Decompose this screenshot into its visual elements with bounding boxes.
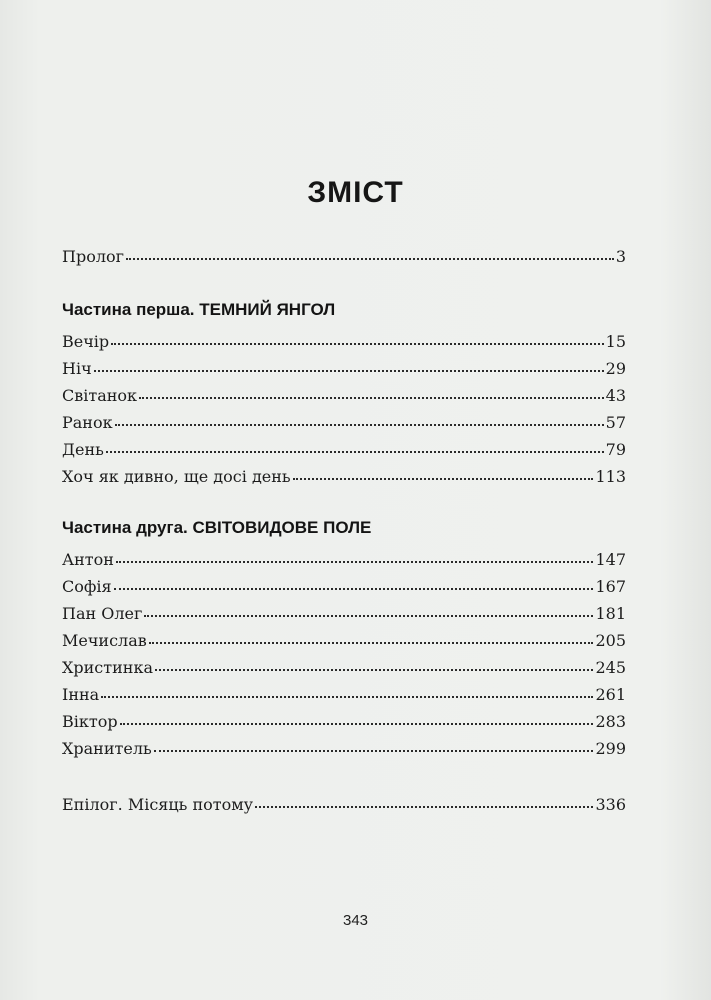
toc-entry-page: 3 bbox=[615, 247, 626, 266]
toc-entry-label: Хранитель bbox=[62, 739, 152, 758]
toc-entry-label: Пан Олег bbox=[62, 604, 143, 623]
part-heading-1 bbox=[62, 295, 626, 325]
toc-entry bbox=[62, 570, 626, 597]
toc-entry bbox=[62, 406, 626, 433]
page-number: 343 bbox=[342, 912, 369, 929]
toc-entry-label: Інна bbox=[62, 685, 100, 704]
dot-leader bbox=[154, 730, 594, 752]
toc-entry-page: 181 bbox=[595, 604, 626, 623]
dot-leader bbox=[155, 649, 593, 671]
toc-entry-label: Епілог. Місяць потому bbox=[62, 795, 254, 814]
toc-entry-label: Софія bbox=[62, 577, 112, 596]
dot-leader bbox=[106, 431, 604, 453]
toc-entry bbox=[62, 352, 626, 379]
toc-entry-page: 336 bbox=[595, 795, 626, 814]
toc-entry-label: Вечір bbox=[62, 332, 110, 351]
part-heading-prefix: Частина перша. bbox=[62, 300, 195, 319]
part-heading-2 bbox=[62, 513, 626, 543]
dot-leader bbox=[94, 350, 604, 372]
toc-entry-page: 57 bbox=[605, 413, 626, 432]
toc-entry bbox=[62, 705, 626, 732]
toc-entry-page: 299 bbox=[595, 739, 626, 758]
toc-entry-page: 79 bbox=[605, 440, 626, 459]
toc-entry bbox=[62, 543, 626, 570]
toc-entry bbox=[62, 597, 626, 624]
toc-entry-page: 147 bbox=[595, 550, 626, 569]
dot-leader bbox=[255, 786, 593, 808]
toc-entry-label: Антон bbox=[62, 550, 114, 569]
toc-entry-page: 15 bbox=[605, 332, 626, 351]
toc-entry-page: 113 bbox=[595, 467, 626, 486]
toc-entry bbox=[62, 678, 626, 705]
toc-entry-label: День bbox=[62, 440, 104, 459]
toc-entry-label: Світанок bbox=[62, 386, 138, 405]
toc-entry-label: Віктор bbox=[62, 712, 118, 731]
dot-leader bbox=[114, 568, 594, 590]
toc-entry-page: 43 bbox=[605, 386, 626, 405]
dot-leader bbox=[139, 377, 604, 399]
dot-leader bbox=[116, 541, 594, 563]
dot-leader bbox=[120, 703, 594, 725]
part-heading-title: ТЕМНИЙ ЯНГОЛ bbox=[199, 300, 336, 319]
toc-entry bbox=[62, 460, 626, 487]
toc-entry bbox=[62, 325, 626, 352]
dot-leader bbox=[115, 404, 604, 426]
toc-entry-label: Ранок bbox=[62, 413, 113, 432]
dot-leader bbox=[111, 323, 603, 345]
toc-entry bbox=[62, 433, 626, 460]
toc-entry-label: Мечислав bbox=[62, 631, 147, 650]
dot-leader bbox=[144, 595, 593, 617]
toc-entry-label: Христинка bbox=[62, 658, 153, 677]
dot-leader bbox=[293, 458, 594, 480]
toc-entry-page: 245 bbox=[595, 658, 626, 677]
toc-entry-page: 261 bbox=[595, 685, 626, 704]
part-heading-title: СВІТОВИДОВЕ ПОЛЕ bbox=[192, 518, 372, 537]
toc-entry bbox=[62, 624, 626, 651]
toc-entry-epilog bbox=[62, 788, 626, 815]
toc-entry bbox=[62, 651, 626, 678]
toc-entry-page: 167 bbox=[595, 577, 626, 596]
toc-entry-page: 283 bbox=[595, 712, 626, 731]
page-title: ЗМІСТ bbox=[307, 176, 404, 209]
toc-entry-prolog bbox=[62, 240, 626, 267]
toc-entry-label: Пролог bbox=[62, 247, 125, 266]
toc-entry-label: Ніч bbox=[62, 359, 92, 378]
toc-entry bbox=[62, 379, 626, 406]
toc-entry-page: 205 bbox=[595, 631, 626, 650]
dot-leader bbox=[101, 676, 593, 698]
table-of-contents bbox=[62, 240, 626, 815]
toc-entry-label: Хоч як дивно, ще досі день bbox=[62, 467, 291, 486]
toc-entry bbox=[62, 732, 626, 759]
dot-leader bbox=[149, 622, 594, 644]
toc-entry-page: 29 bbox=[605, 359, 626, 378]
dot-leader bbox=[126, 238, 614, 260]
part-heading-prefix: Частина друга. bbox=[62, 518, 188, 537]
